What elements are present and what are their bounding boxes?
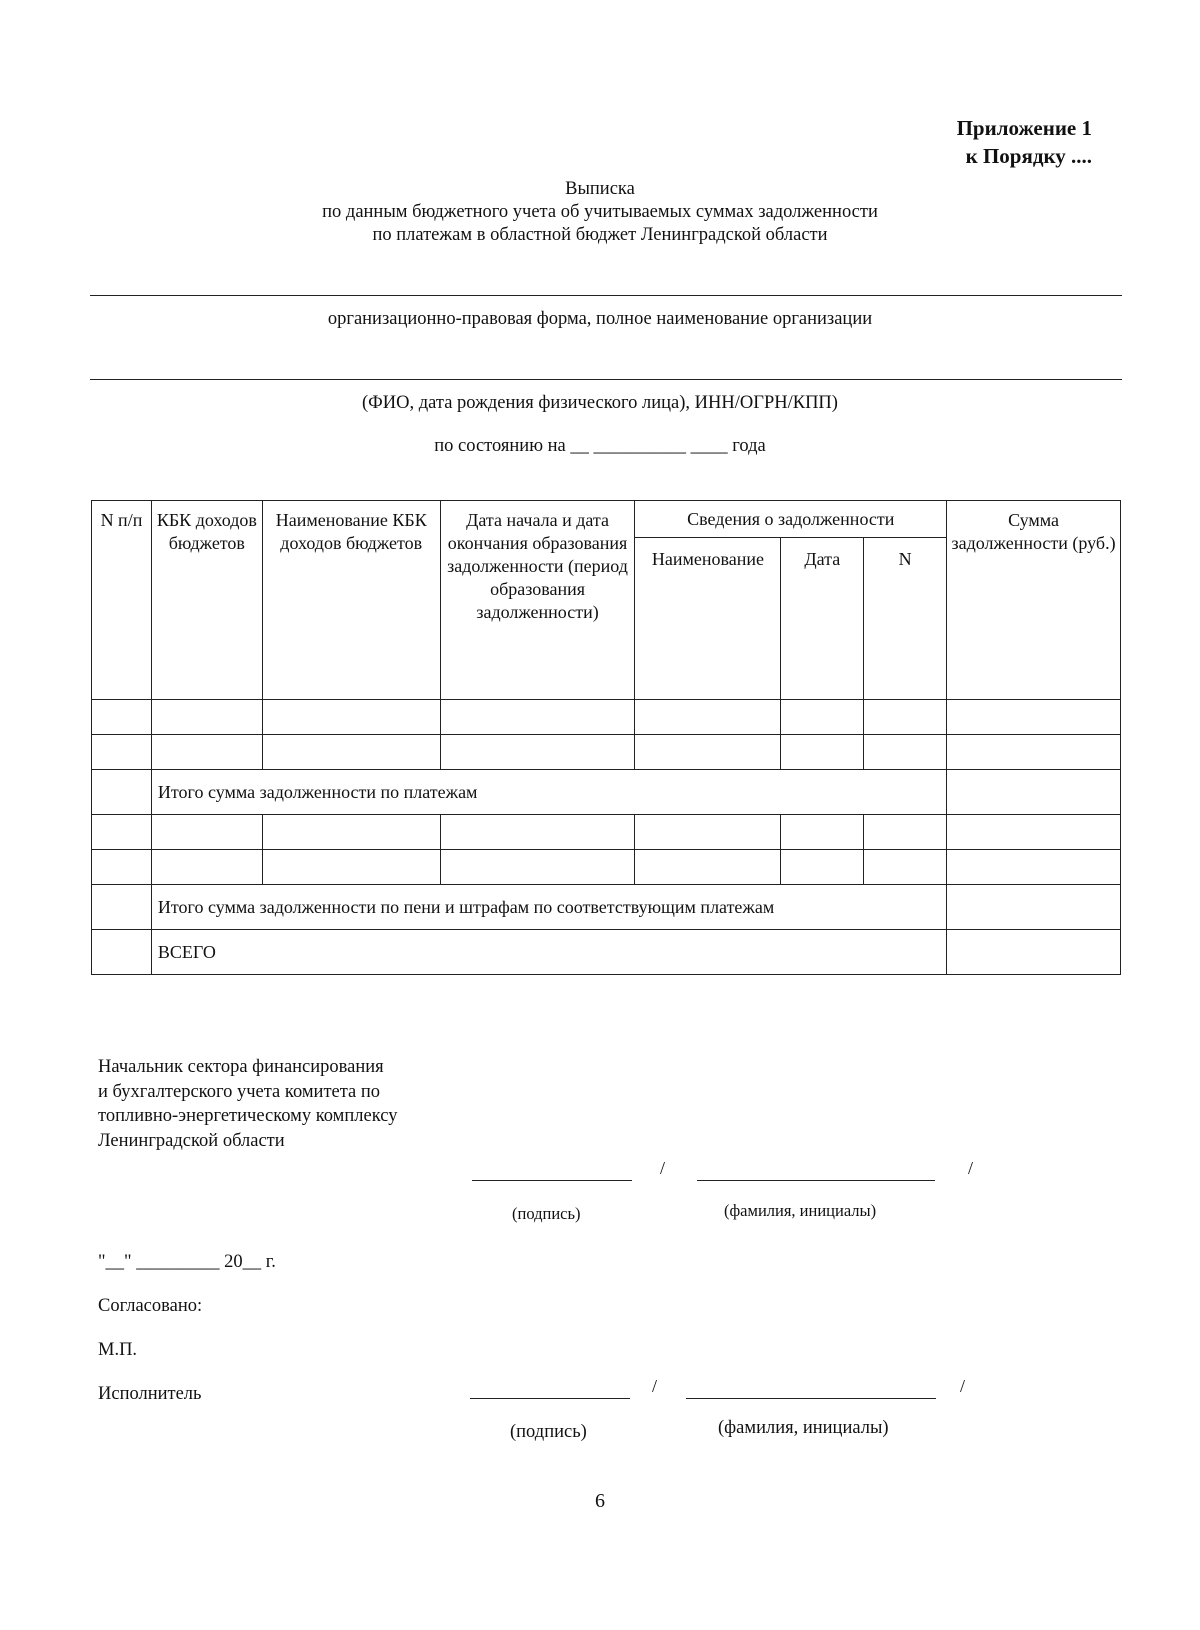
separator-slash: / [652,1376,658,1396]
separator-slash: / [968,1158,974,1178]
as-of-prefix: по состоянию на [434,436,566,456]
header-kbk-name: Наименование КБК доходов бюджетов [262,501,440,700]
as-of-date-line [0,436,1200,457]
separator-slash: / [660,1158,666,1178]
header-sum: Сумма задолженности (руб.) [947,501,1121,700]
header-dates: Дата начала и дата окончания образования задолженности (период образования задолженности) [440,501,635,700]
separator-slash: / [960,1376,966,1396]
document-title: Выписка [565,179,635,199]
total-payments-label: Итого сумма задолженности по платежам [151,770,946,815]
signature-line [472,1180,632,1181]
document-subtitle-1: по данным бюджетного учета об учитываемых суммах задолженности [322,202,878,222]
table-row [92,815,1121,850]
stamp-label: М.П. [98,1340,138,1360]
person-fill-line [90,379,1122,380]
date-line: "__" _________ 20__ г. [98,1252,276,1272]
agreed-label: Согласовано: [98,1296,203,1316]
organization-fill-line [90,295,1122,296]
total-penalties-label: Итого сумма задолженности по пени и штрафам по соответствующим платежам [151,885,946,930]
debt-statement-table [91,500,1121,975]
grand-total-row [92,930,1121,975]
name-line [697,1180,935,1181]
header-info-n: N [864,538,947,700]
page-number: 6 [595,1490,605,1512]
header-debt-info: Сведения о задолженности [635,501,947,538]
table-row [92,850,1121,885]
appendix-line-2: к Порядку .... [965,144,1092,168]
header-num: N п/п [92,501,152,700]
document-subtitle-2: по платежам в областной бюджет Ленинградской области [372,225,828,245]
total-payments-row [92,770,1121,815]
appendix-reference [957,114,1092,170]
name-caption: (фамилия, инициалы) [718,1418,889,1438]
signatory-title: Начальник сектора финансирования и бухгалтерского учета комитета по топливно-энергетическому комплексу Ленинградской области [98,1057,398,1151]
total-penalties-row [92,885,1121,930]
organization-caption: организационно-правовая форма, полное наименование организации [327,309,873,329]
grand-total-label: ВСЕГО [151,930,946,975]
document-heading [0,178,1200,247]
executor-title: Исполнитель [98,1384,202,1404]
name-line [686,1398,936,1399]
header-info-name: Наименование [635,538,781,700]
person-caption: (ФИО, дата рождения физического лица), ИНН/ОГРН/КПП) [362,393,838,413]
name-caption: (фамилия, инициалы) [724,1201,877,1220]
signature-line [470,1398,630,1399]
table-row [92,735,1121,770]
header-info-date: Дата [781,538,864,700]
signature-caption: (подпись) [510,1422,587,1442]
appendix-line-1: Приложение 1 [956,116,1092,140]
table-row [92,700,1121,735]
table-header-row [92,501,1121,538]
as-of-blank: __ __________ ____ [570,436,728,456]
signature-caption: (подпись) [512,1204,581,1223]
header-kbk: КБК доходов бюджетов [151,501,262,700]
as-of-suffix: года [732,436,766,456]
